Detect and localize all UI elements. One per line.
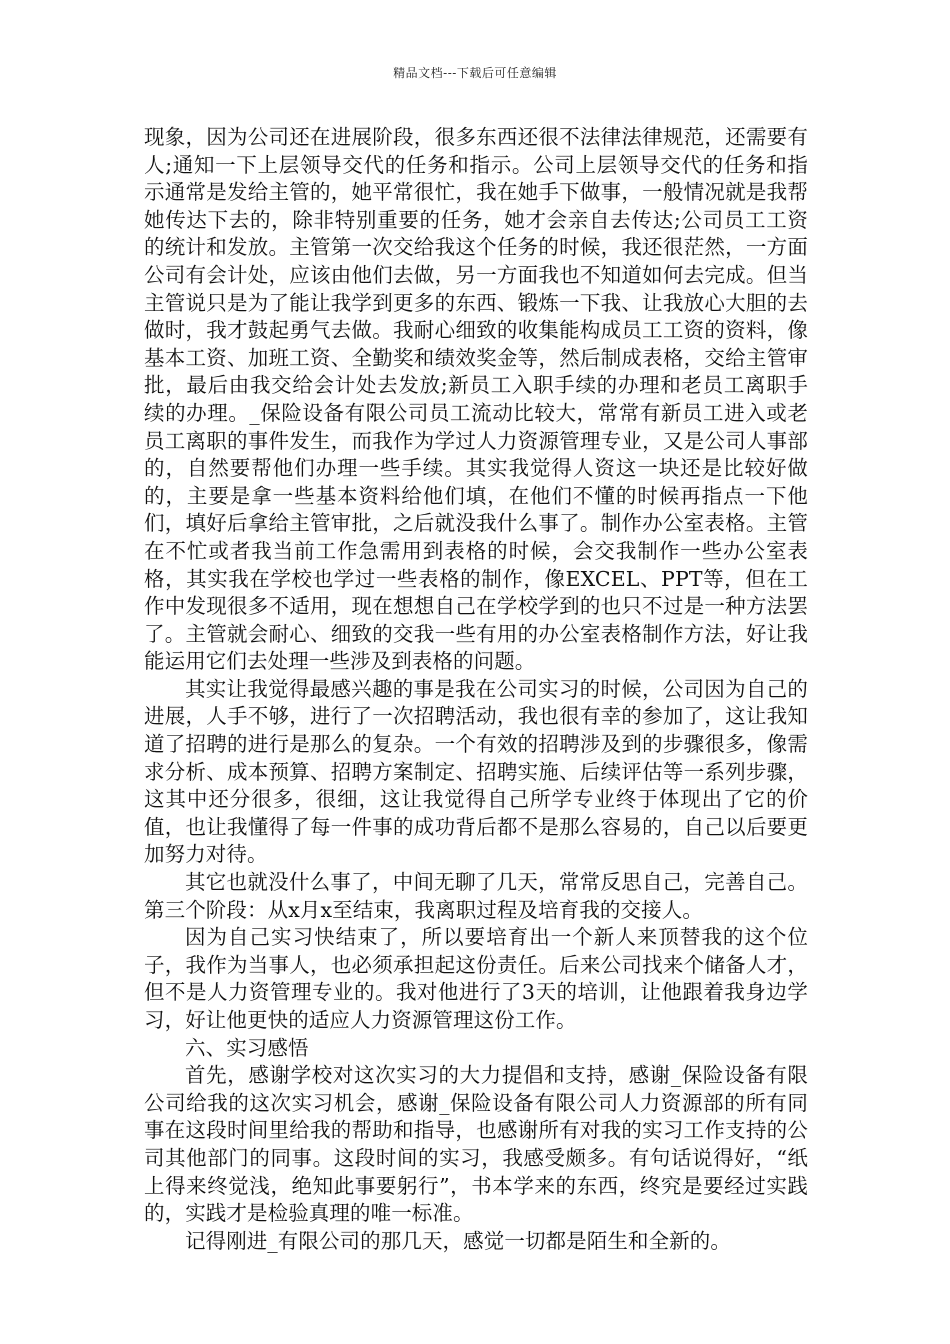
section-heading-reflections: 六、实习感悟 (185, 1035, 309, 1060)
page-header: 精品文档---下载后可任意编辑 (393, 66, 557, 80)
paragraph-handover: 因为自己实习快结束了，所以要培育出一个新人来顶替我的这个位子，我作为当事人，也必须承担起这份责任。后来公司找来个储备人才，但不是人力资管理专业的。我对他进行了3天的培训，让他跟着我身边学习，好让他更快的适应人力资源管理这份工作。 (144, 925, 808, 1032)
paragraph-first-days: 记得刚进_有限公司的那几天，感觉一切都是陌生和全新的。 (185, 1228, 731, 1253)
paragraph-thanks: 首先，感谢学校对这次实习的大力提倡和支持，感谢_保险设备有限公司给我的这次实习机会，感谢_保险设备有限公司人力资源部的所有同事在这段时间里给我的帮助和指导，也感谢所有对我的实习工作支持的公司其他部门的同事。这段时间的实习，我感受颇多。有句话说得好，“纸上得来终觉浅，绝知此事要躬行”，书本学来的东西，终究是要经过实践的，实践才是检验真理的唯一标准。 (144, 1063, 808, 1226)
paragraph-recruitment: 其实让我觉得最感兴趣的事是我在公司实习的时候，公司因为自己的进展，人手不够，进行了一次招聘活动，我也很有幸的参加了，这让我知道了招聘的进行是那么的复杂。一个有效的招聘涉及到的步骤很多，像需求分析、成本预算、招聘方案制定、招聘实施、后续评估等一系列步骤，这其中还分很多，很细，这让我觉得自己所学专业终于体现出了它的价值，也让我懂得了每一件事的成功背后都不是那么容易的，自己以后要更加努力对待。 (144, 676, 808, 867)
document-body (144, 124, 808, 1255)
paragraph-duties: 现象，因为公司还在进展阶段，很多东西还很不法律法律规范，还需要有人;通知一下上层领导交代的任务和指示。公司上层领导交代的任务和指示通常是发给主管的，她平常很忙，我在她手下做事，一般情况就是我帮她传达下去的，除非特别重要的任务，她才会亲自去传达;公司员工工资的统计和发放。主管第一次交给我这个任务的时候，我还很茫然，一方面公司有会计处，应该由他们去做，另一方面我也不知道如何去完成。但当主管说只是为了能让我学到更多的东西、锻炼一下我、让我放心大胆的去做时，我才鼓起勇气去做。我耐心细致的收集能构成员工工资的资料，像基本工资、加班工资、全勤奖和绩效奖金等，然后制成表格，交给主管审批，最后由我交给会计处去发放;新员工入职手续的办理和老员工离职手续的办理。_保险设备有限公司员工流动比较大，常常有新员工进入或老员工离职的事件发生，而我作为学过人力资源管理专业，又是公司人事部的，自然要帮他们办理一些手续。其实我觉得人资这一块还是比较好做的，主要是拿一些基本资料给他们填，在他们不懂的时候再指点一下他们，填好后拿给主管审批，之后就没我什么事了。制作办公室表格。主管在不忙或者我当前工作急需用到表格的时候，会交我制作一些办公室表格，其实我在学校也学过一些表格的制作，像EXCEL、PPT等，但在工作中发现很多不适用，现在想想自己在学校学到的也只不过是一种方法罢了。主管就会耐心、细致的交我一些有用的办公室表格制作方法，好让我能运用它们去处理一些涉及到表格的问题。 (144, 125, 808, 674)
paragraph-third-stage: 其它也就没什么事了，中间无聊了几天，常常反思自己，完善自己。 第三个阶段：从x月x至结束，我离职过程及培育我的交接人。 (144, 870, 808, 922)
